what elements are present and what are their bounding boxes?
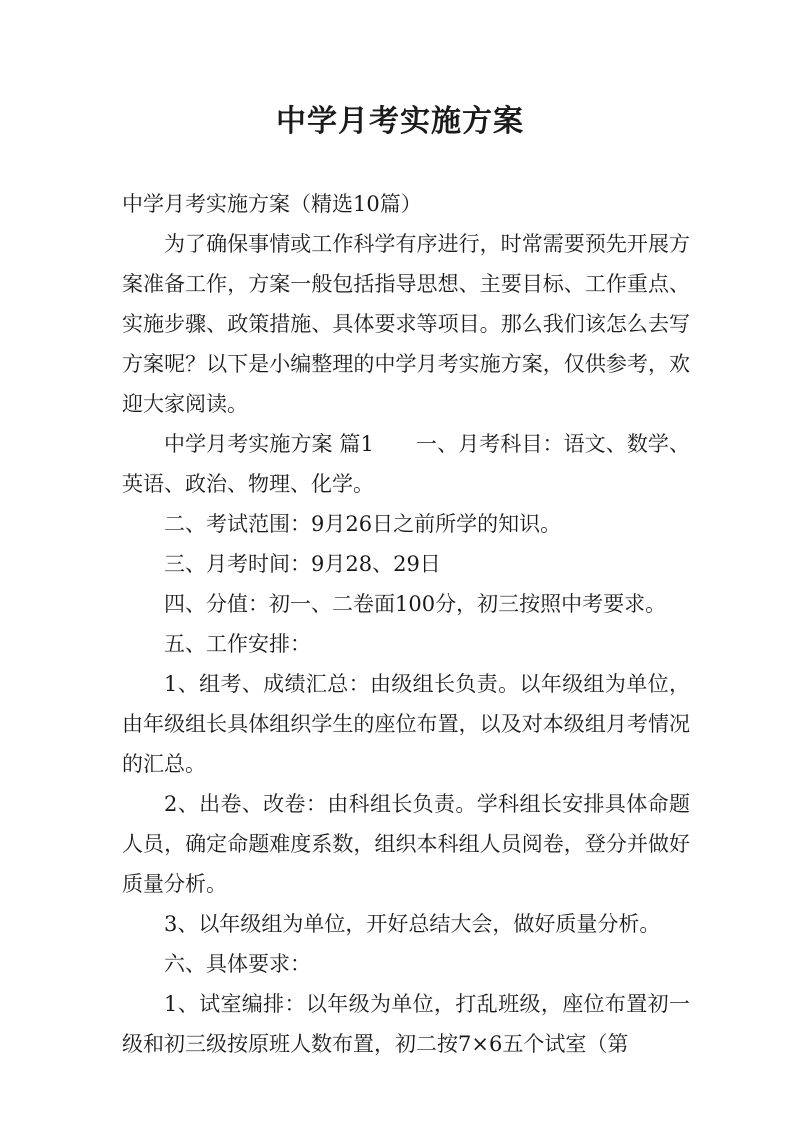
paragraph-exam-time: 三、月考时间：9月28、29日 [164, 552, 441, 576]
paragraph-score: 四、分值：初一、二卷面100分，初三按照中考要求。 [164, 592, 667, 616]
paragraph-item-3: 3、以年级组为单位，开好总结大会，做好质量分析。 [164, 912, 661, 936]
paragraph-work-arrangement: 五、工作安排： [164, 632, 311, 656]
paragraph-item-2: 2、出卷、改卷：由科组长负责。学科组长安排具体命题人员，确定命题难度系数，组织本科组人员阅卷，登分并做好质量分析。 [122, 792, 690, 896]
paragraph-exam-scope: 二、考试范围：9月26日之前所学的知识。 [164, 512, 562, 536]
paragraph-item-1: 1、组考、成绩汇总：由级组长负责。以年级组为单位，由年级组长具体组织学生的座位布置，以及对本级组月考情况的汇总。 [122, 672, 690, 776]
paragraph-requirement-1: 1、试室编排：以年级为单位，打乱班级，座位布置初一级和初三级按原班人数布置，初二按7×6五个试室（第 [122, 992, 690, 1056]
document-title: 中学月考实施方案 [276, 104, 524, 139]
paragraph-section-1: 中学月考实施方案 篇1 一、月考科目：语文、数学、英语、政治、物理、化学。 [122, 432, 690, 496]
paragraph-requirements: 六、具体要求： [164, 952, 311, 976]
document-body [122, 184, 690, 1064]
document-subtitle: 中学月考实施方案（精选10篇） [122, 192, 422, 216]
intro-paragraph: 为了确保事情或工作科学有序进行，时常需要预先开展方案准备工作，方案一般包括指导思想、主要目标、工作重点、实施步骤、政策措施、具体要求等项目。那么我们该怎么去写方案呢？以下是小编整理的中学月考实施方案，仅供参考，欢迎大家阅读。 [122, 232, 690, 416]
